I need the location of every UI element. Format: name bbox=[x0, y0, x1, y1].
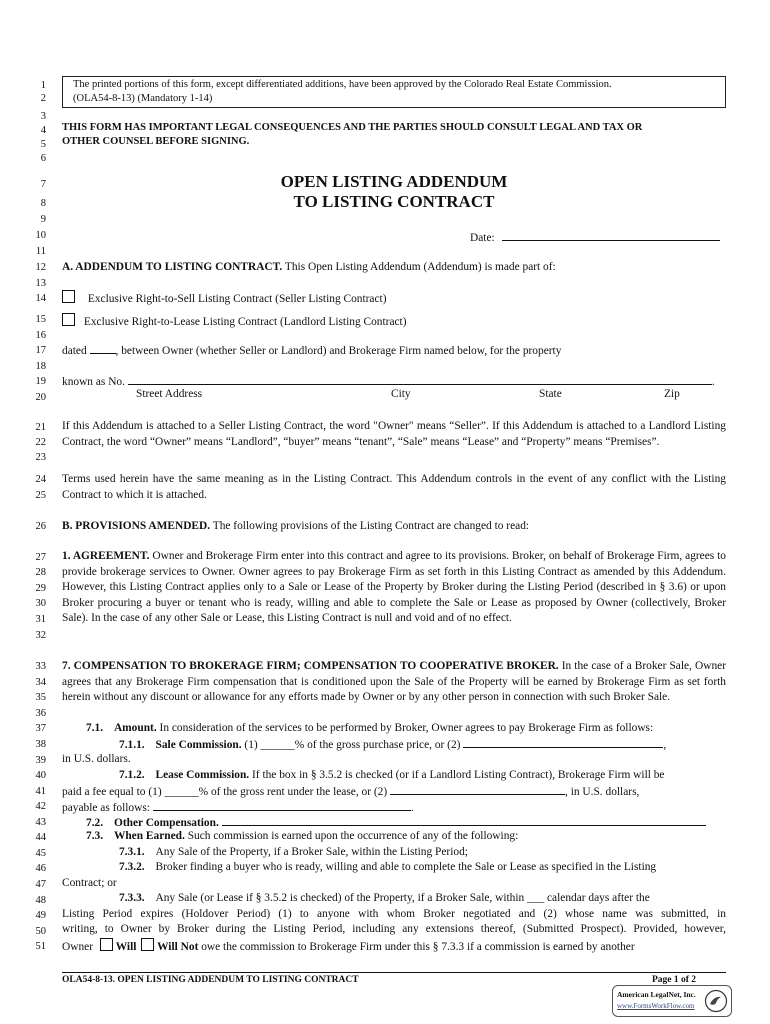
section-7-1-2: 7.1.2. Lease Commission. If the box in § 3.5.2 is checked (or if a Landlord Listing Contract), Brokerage Firm will be bbox=[119, 769, 665, 781]
line-number: 45 bbox=[35, 848, 46, 859]
landlord-listing-checkbox[interactable] bbox=[62, 313, 75, 326]
line-number: 23 bbox=[35, 452, 46, 463]
line-number: 11 bbox=[35, 246, 46, 257]
line-number: 50 bbox=[35, 926, 46, 937]
date-field[interactable] bbox=[470, 229, 720, 244]
commission-approval-notice bbox=[62, 76, 726, 108]
line-number: 43 bbox=[35, 817, 46, 828]
line-number: 5 bbox=[40, 139, 46, 150]
footer-rule bbox=[62, 972, 726, 973]
logo-url[interactable]: www.FormsWorkFlow.com bbox=[617, 1002, 695, 1010]
will-not-label: Will Not bbox=[157, 941, 199, 953]
line-number: 21 bbox=[35, 422, 46, 433]
line-number: 19 bbox=[35, 376, 46, 387]
line-number: 47 bbox=[35, 879, 46, 890]
line-number: 24 bbox=[35, 474, 46, 485]
section-7-3-2-cont: Contract; or bbox=[62, 877, 117, 889]
compensation-paragraph: 7. COMPENSATION TO BROKERAGE FIRM; COMPENSATION TO COOPERATIVE BROKER. In the case of a Broker Sale, Owner agrees that any Brokerage Firm compensation that is conditioned upon the Sale of the Property will be earned by Brokerage Firm as set forth herein without any discount or allowance for any efforts made by Owner or by any other person in connection with such Broker Sale. bbox=[62, 660, 726, 703]
section-7-1-2-line-3: payable as follows: . bbox=[62, 799, 726, 817]
lease-commission-dollar-blank[interactable] bbox=[390, 783, 565, 795]
seller-listing-option[interactable] bbox=[62, 290, 726, 308]
line-number: 10 bbox=[35, 230, 46, 241]
section-7-1-1: 7.1.1. Sale Commission. (1) ______% of the gross purchase price, or (2) , bbox=[62, 736, 726, 754]
logo-emblem-icon bbox=[704, 989, 728, 1013]
property-address-blank[interactable] bbox=[128, 373, 712, 385]
notice-line-1: The printed portions of this form, except differentiated additions, have been approved by the Colorado Real Estate Commission. bbox=[73, 79, 612, 90]
property-known-as-line: known as No. . bbox=[62, 373, 726, 391]
line-number: 20 bbox=[35, 392, 46, 403]
section-7-3-3: 7.3.3. Any Sale (or Lease if § 3.5.2 is checked) of the Property, if a Broker Sale, within ___ calendar days after the bbox=[119, 892, 650, 904]
line-number: 30 bbox=[35, 598, 46, 609]
line-number: 29 bbox=[35, 583, 46, 594]
line-number: 36 bbox=[35, 708, 46, 719]
seller-listing-checkbox[interactable] bbox=[62, 290, 75, 303]
section-7-3-3-line-3: writing, to Owner by Broker during the Listing Period, including any extensions thereof, (Submitted Prospect). Provided, however, bbox=[62, 923, 726, 935]
line-number: 37 bbox=[35, 723, 46, 734]
line-number: 2 bbox=[40, 93, 46, 104]
seller-listing-label: Exclusive Right-to-Sell Listing Contract (Seller Listing Contract) bbox=[87, 293, 387, 305]
section-7-3-3-line-4: Owner Will Will Not owe the commission to Brokerage Firm under this § 7.3.3 if a commission is earned by another bbox=[62, 938, 726, 956]
line-number: 46 bbox=[35, 863, 46, 874]
line-number: 33 bbox=[35, 661, 46, 672]
zip-caption: Zip bbox=[664, 388, 680, 400]
line-number: 35 bbox=[35, 692, 46, 703]
line-number: 7 bbox=[40, 179, 46, 190]
line-number: 40 bbox=[35, 770, 46, 781]
city-caption: City bbox=[391, 388, 411, 400]
date-label: Date: bbox=[470, 232, 495, 244]
line-number: 13 bbox=[35, 278, 46, 289]
owner-definition-paragraph: If this Addendum is attached to a Seller Listing Contract, the word "Owner" means “Seller”. If this Addendum is attached to a Landlord Listing Contract, the word “Owner” means “Landlord”, “buyer” means “tenant”, “Sale” means “Lease” and “Property” means “Premises”. bbox=[62, 420, 726, 448]
line-number: 22 bbox=[35, 437, 46, 448]
will-label: Will bbox=[115, 941, 137, 953]
section-7-1-1-cont: in U.S. dollars. bbox=[62, 753, 131, 765]
footer-page-number: Page 1 of 2 bbox=[652, 975, 697, 985]
sale-commission-dollar-blank[interactable] bbox=[463, 736, 663, 748]
section-7-3: 7.3. When Earned. Such commission is earned upon the occurrence of any of the following: bbox=[86, 830, 519, 842]
dated-line: dated , between Owner (whether Seller or Landlord) and Brokerage Firm named below, for the property bbox=[62, 342, 726, 360]
line-number: 8 bbox=[40, 198, 46, 209]
section-7-1: 7.1. Amount. In consideration of the services to be performed by Broker, Owner agrees to pay Brokerage Firm as follows: bbox=[86, 722, 654, 734]
section-7-3-2: 7.3.2. Broker finding a buyer who is ready, willing and able to complete the Sale or Lease as specified in the Listing bbox=[119, 861, 657, 873]
legal-warning-line-2: OTHER COUNSEL BEFORE SIGNING. bbox=[62, 136, 250, 147]
line-number: 4 bbox=[40, 125, 46, 136]
line-number: 41 bbox=[35, 786, 46, 797]
line-number: 31 bbox=[35, 614, 46, 625]
line-number: 17 bbox=[35, 345, 46, 356]
section-7-3-3-line-2: Listing Period expires (Holdover Period) (1) to anyone with whom Broker negotiated and (2) whose name was submitted, in bbox=[62, 908, 726, 920]
street-address-caption: Street Address bbox=[136, 388, 203, 400]
american-legalnet-logo bbox=[612, 985, 732, 1017]
section-7-2: 7.2. Other Compensation. bbox=[62, 814, 726, 832]
date-blank[interactable] bbox=[502, 229, 720, 241]
line-number: 51 bbox=[35, 941, 46, 952]
line-number: 44 bbox=[35, 832, 46, 843]
line-number: 28 bbox=[35, 567, 46, 578]
line-number: 6 bbox=[40, 153, 46, 164]
line-number: 42 bbox=[35, 801, 46, 812]
line-number: 18 bbox=[35, 361, 46, 372]
line-number: 14 bbox=[35, 293, 46, 304]
line-number: 16 bbox=[35, 330, 46, 341]
dated-blank[interactable] bbox=[90, 342, 116, 354]
line-number: 48 bbox=[35, 895, 46, 906]
section-b-heading: B. PROVISIONS AMENDED. The following provisions of the Listing Contract are changed to read: bbox=[62, 520, 530, 532]
state-caption: State bbox=[539, 388, 562, 400]
line-number: 34 bbox=[35, 677, 46, 688]
line-number: 12 bbox=[35, 262, 46, 273]
line-number: 3 bbox=[40, 111, 46, 122]
other-compensation-blank[interactable] bbox=[222, 814, 706, 826]
line-number: 39 bbox=[35, 755, 46, 766]
line-number: 32 bbox=[35, 630, 46, 641]
line-number: 1 bbox=[40, 80, 46, 91]
line-number: 27 bbox=[35, 552, 46, 563]
agreement-paragraph: 1. AGREEMENT. Owner and Brokerage Firm enter into this contract and agree to its provisions. Broker, on behalf of Brokerage Firm, agrees to provide brokerage services to Owner. Owner agrees to pay Brokerage Firm as set forth in this Listing Contract as amended by this Addendum. However, this Listing Contract applies only to a Sale or Lease of the Property by Broker during the Listing Period (described in § 3.6) or upon Broker procuring a buyer or tenant who is ready, willing and able to complete the Sale or Lease as proposed by Owner (collectively, Broker Sale). In the case of any other Sale or Lease, this Listing Contract is null and void and of no effect. bbox=[62, 550, 726, 624]
line-number: 15 bbox=[35, 314, 46, 325]
section-7-3-1: 7.3.1. Any Sale of the Property, if a Broker Sale, within the Listing Period; bbox=[119, 846, 468, 858]
line-number: 25 bbox=[35, 490, 46, 501]
legal-warning-line-1: THIS FORM HAS IMPORTANT LEGAL CONSEQUENCES AND THE PARTIES SHOULD CONSULT LEGAL AND TAX OR bbox=[62, 122, 643, 133]
line-number: 26 bbox=[35, 521, 46, 532]
landlord-listing-label: Exclusive Right-to-Lease Listing Contract (Landlord Listing Contract) bbox=[83, 316, 407, 328]
logo-brand: American LegalNet, Inc. bbox=[617, 990, 696, 999]
form-title-line-1: OPEN LISTING ADDENDUM bbox=[280, 172, 508, 191]
section-7-1-2-line-2: paid a fee equal to (1) ______% of the gross rent under the lease, or (2) , in U.S. dollars, bbox=[62, 783, 726, 801]
line-number: 9 bbox=[40, 214, 46, 225]
landlord-listing-option[interactable] bbox=[62, 313, 726, 331]
payable-as-follows-blank[interactable] bbox=[153, 799, 411, 811]
line-number: 49 bbox=[35, 910, 46, 921]
terms-paragraph: Terms used herein have the same meaning as in the Listing Contract. This Addendum controls in the event of any conflict with the Listing Contract to which it is attached. bbox=[62, 473, 726, 501]
will-owe-checkbox[interactable] bbox=[100, 938, 113, 951]
form-title-line-2: TO LISTING CONTRACT bbox=[293, 192, 495, 211]
notice-line-2: (OLA54-8-13) (Mandatory 1-14) bbox=[73, 93, 213, 104]
line-number: 38 bbox=[35, 739, 46, 750]
footer-form-id: OLA54-8-13. OPEN LISTING ADDENDUM TO LISTING CONTRACT bbox=[62, 975, 359, 985]
will-not-owe-checkbox[interactable] bbox=[141, 938, 154, 951]
section-a-heading: A. ADDENDUM TO LISTING CONTRACT. This Open Listing Addendum (Addendum) is made part of: bbox=[62, 261, 556, 273]
